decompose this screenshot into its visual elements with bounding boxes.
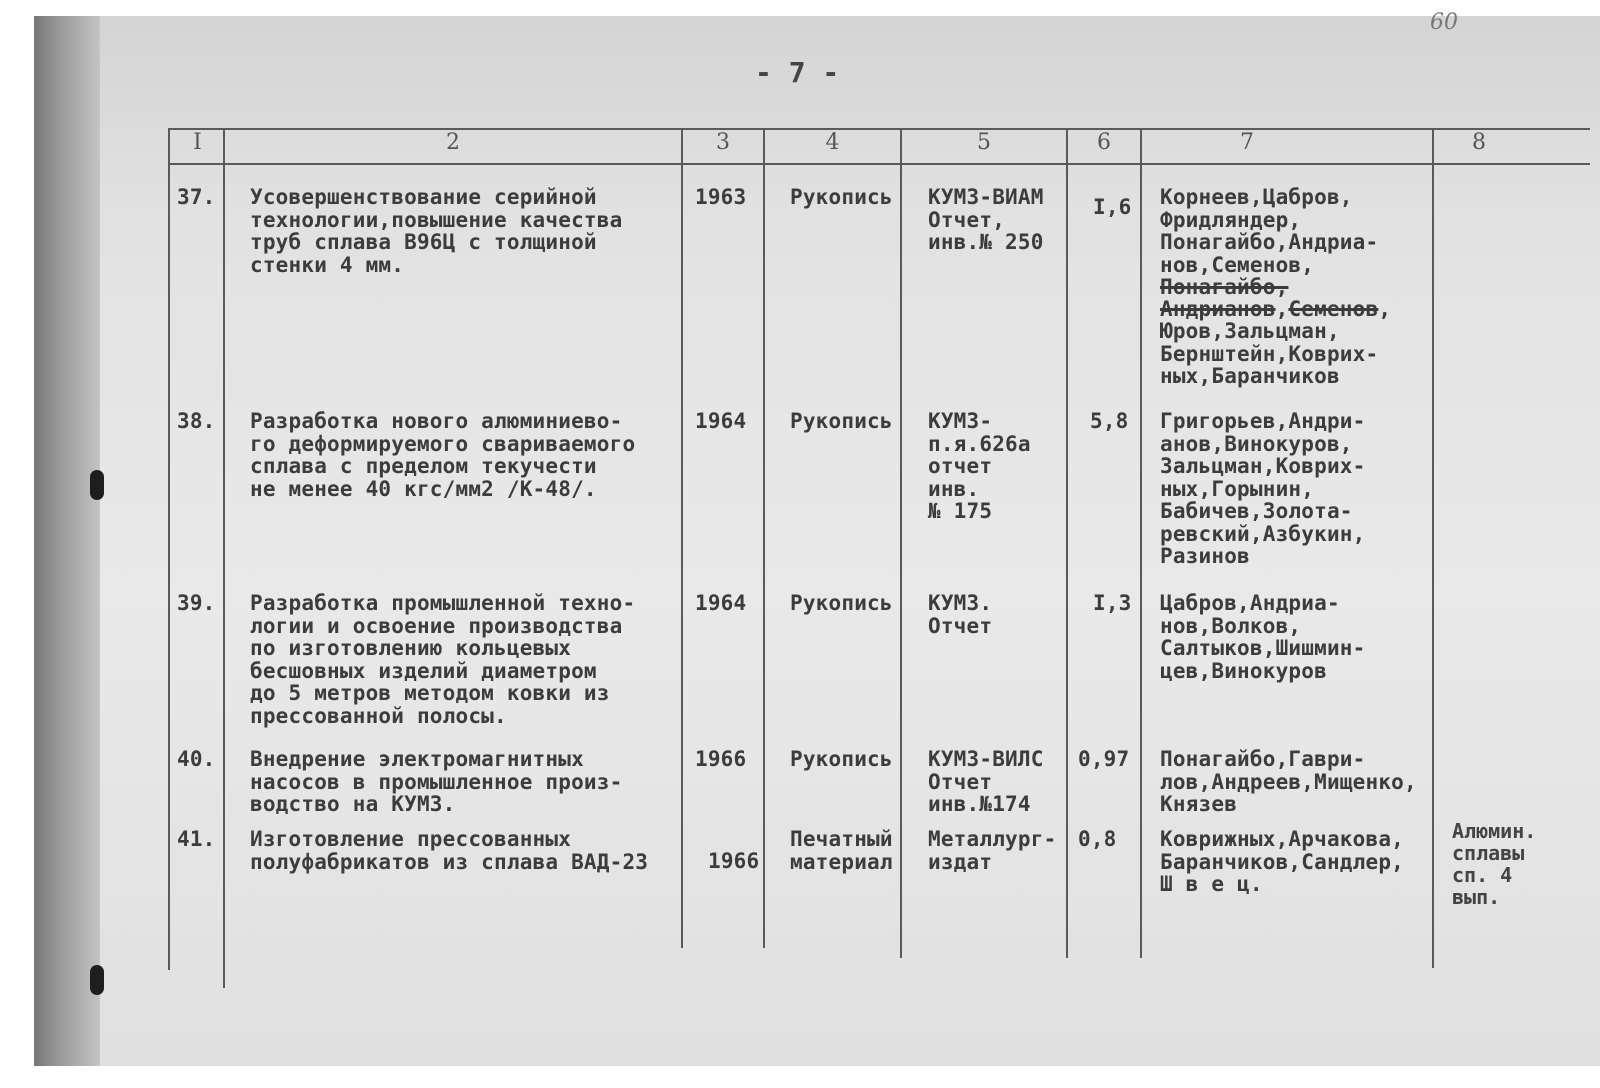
header-bottom-border (170, 163, 1590, 165)
binding-hole (90, 965, 104, 995)
volume: 0,8 (1078, 827, 1117, 851)
volume: 0,97 (1078, 747, 1130, 771)
year: 1964 (695, 591, 747, 615)
volume: I,3 (1093, 591, 1132, 615)
column-divider (681, 128, 683, 948)
column-header: 3 (716, 130, 730, 155)
column-header: 7 (1240, 130, 1254, 155)
page-number: - 7 - (755, 56, 840, 89)
struck-author: Семенов (1288, 297, 1379, 321)
source: КУМЗ-ВИАМ Отчет, инв.№ 250 (928, 185, 1044, 254)
struck-author: Андрианов (1160, 297, 1276, 321)
work-title: Разработка нового алюминиево- го деформируемого свариваемого сплава с пределом текучести не менее 40 кгс/мм2 /К-48/. (250, 409, 636, 501)
column-divider (1066, 128, 1068, 958)
column-header: 8 (1472, 130, 1486, 155)
work-title: Разработка промышленной техно- логии и освоение производства по изготовлению кольцевых бесшовных изделий диаметром до 5 метров методом ковки из прессованной полосы. (250, 591, 636, 728)
binding-edge (34, 16, 100, 1066)
volume: 5,8 (1090, 409, 1129, 433)
corner-handwritten-mark: 60 (1430, 10, 1458, 35)
row-number: 40. (177, 747, 216, 771)
row-number: 37. (177, 185, 216, 209)
publication-type: Рукопись (790, 409, 893, 433)
column-divider (223, 128, 225, 988)
column-divider (1140, 128, 1142, 958)
column-header: I (193, 130, 202, 155)
column-header: 4 (825, 130, 840, 155)
year: 1964 (695, 409, 747, 433)
year: 1966 (708, 849, 760, 873)
source: Металлург- издат (928, 827, 1057, 874)
authors: Григорьев,Андри- анов,Винокуров, Зальцман,Коврих- ных,Горынин, Бабичев,Золота- ревский,Азбукин, Разинов (1160, 409, 1366, 568)
source: КУМЗ. Отчет (928, 591, 993, 638)
year: 1963 (695, 185, 747, 209)
row-number: 38. (177, 409, 216, 433)
authors: Коврижных,Арчакова, Баранчиков,Сандлер, Ш в е ц. (1160, 827, 1405, 896)
work-title: Усовершенствование серийной технологии,повышение качества труб сплава В96Ц с толщиной стенки 4 мм. (250, 185, 623, 277)
publication-type: Рукопись (790, 185, 893, 209)
column-divider (1432, 128, 1434, 968)
publication-type: Рукопись (790, 591, 893, 615)
publication-type: Рукопись (790, 747, 893, 771)
column-divider (763, 128, 765, 948)
column-header: 6 (1097, 130, 1111, 155)
authors: Понагайбо,Гаври- лов,Андреев,Мищенко, Князев (1160, 747, 1417, 816)
column-header: 5 (977, 130, 991, 155)
source: КУМЗ-ВИЛС Отчет инв.№174 (928, 747, 1044, 816)
authors-struck (1160, 298, 1391, 321)
authors-struck (1160, 276, 1288, 299)
column-divider (168, 128, 170, 970)
column-divider (900, 128, 902, 958)
author-separator: , (1275, 297, 1289, 321)
author-separator: , (1378, 297, 1392, 321)
row-number: 39. (177, 591, 216, 615)
work-title: Внедрение электромагнитных насосов в промышленное произ- водство на КУМЗ. (250, 747, 623, 816)
authors: Корнеев,Цабров, Фридляндер, Понагайбо,Андриа- нов,Семенов, (1160, 185, 1379, 277)
publication-type: Печатный материал (790, 827, 893, 874)
column-header: 2 (446, 130, 460, 155)
work-title: Изготовление прессованных полуфабрикатов из сплава ВАД-23 (250, 827, 649, 874)
authors: Юров,Зальцман, Бернштейн,Коврих- ных,Баранчиков (1160, 319, 1379, 388)
volume: I,6 (1093, 195, 1132, 219)
struck-author: Понагайбо, (1160, 275, 1289, 299)
year: 1966 (695, 747, 747, 771)
source: КУМЗ- п.я.626а отчет инв. № 175 (928, 409, 1031, 523)
binding-hole (90, 470, 104, 500)
authors: Цабров,Андриа- нов,Волков, Салтыков,Шишмин- цев,Винокуров (1160, 591, 1366, 683)
margin-note: Алюмин. сплавы сп. 4 вып. (1452, 819, 1537, 909)
row-number: 41. (177, 827, 216, 851)
